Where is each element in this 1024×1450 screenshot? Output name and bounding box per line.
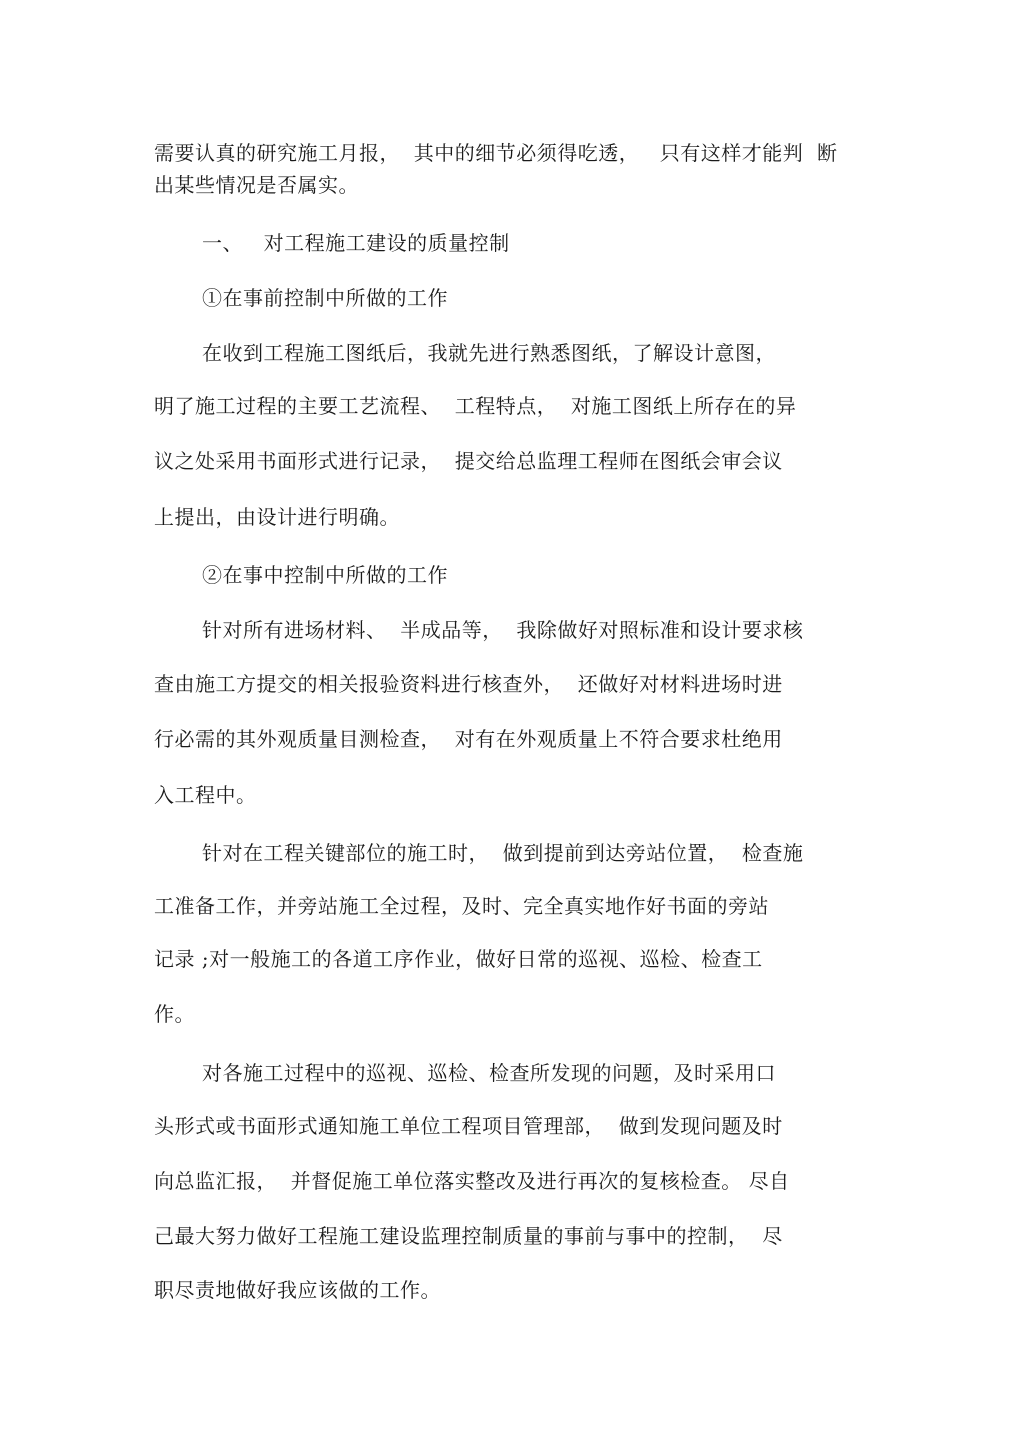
intro-line-1: 需要认真的研究施工月报， 其中的细节必须得吃透， 只有这样才能判 断 [154, 141, 838, 165]
paragraph-line: 行必需的其外观质量目测检查， 对有在外观质量上不符合要求杜绝用 [154, 727, 783, 751]
paragraph-line: 头形式或书面形式通知施工单位工程项目管理部， 做到发现问题及时 [154, 1114, 783, 1138]
paragraph-line: 工准备工作，并旁站施工全过程，及时、完全真实地作好书面的旁站 [154, 894, 769, 918]
paragraph-line: 入工程中。 [154, 783, 257, 807]
paragraph-line: 查由施工方提交的相关报验资料进行核查外， 还做好对材料进场时进 [154, 672, 783, 696]
paragraph-line: 上提出，由设计进行明确。 [154, 505, 400, 529]
paragraph-line: 对各施工过程中的巡视、巡检、检查所发现的问题，及时采用口 [202, 1061, 776, 1085]
section-heading-quality-control: 一、 对工程施工建设的质量控制 [202, 231, 510, 255]
paragraph-line: 针对所有进场材料、 半成品等， 我除做好对照标准和设计要求核 [202, 618, 804, 642]
paragraph-line: 向总监汇报， 并督促施工单位落实整改及进行再次的复核检查。 尽自 [154, 1169, 790, 1193]
paragraph-line: 己最大努力做好工程施工建设监理控制质量的事前与事中的控制， 尽 [154, 1224, 783, 1248]
subheading-pre-control: ①在事前控制中所做的工作 [202, 286, 448, 310]
subheading-in-process-control: ②在事中控制中所做的工作 [202, 563, 448, 587]
paragraph-line: 记录 ;对一般施工的各道工序作业，做好日常的巡视、巡检、检查工 [154, 947, 763, 971]
paragraph-line: 职尽责地做好我应该做的工作。 [154, 1278, 441, 1302]
paragraph-line: 议之处采用书面形式进行记录， 提交给总监理工程师在图纸会审会议 [154, 449, 783, 473]
intro-line-2: 出某些情况是否属实。 [154, 173, 359, 197]
paragraph-line: 明了施工过程的主要工艺流程、 工程特点， 对施工图纸上所存在的异 [154, 394, 797, 418]
paragraph-line: 针对在工程关键部位的施工时， 做到提前到达旁站位置， 检查施 [202, 841, 804, 865]
paragraph-line: 在收到工程施工图纸后，我就先进行熟悉图纸，了解设计意图， [202, 341, 776, 365]
paragraph-line: 作。 [154, 1002, 195, 1026]
